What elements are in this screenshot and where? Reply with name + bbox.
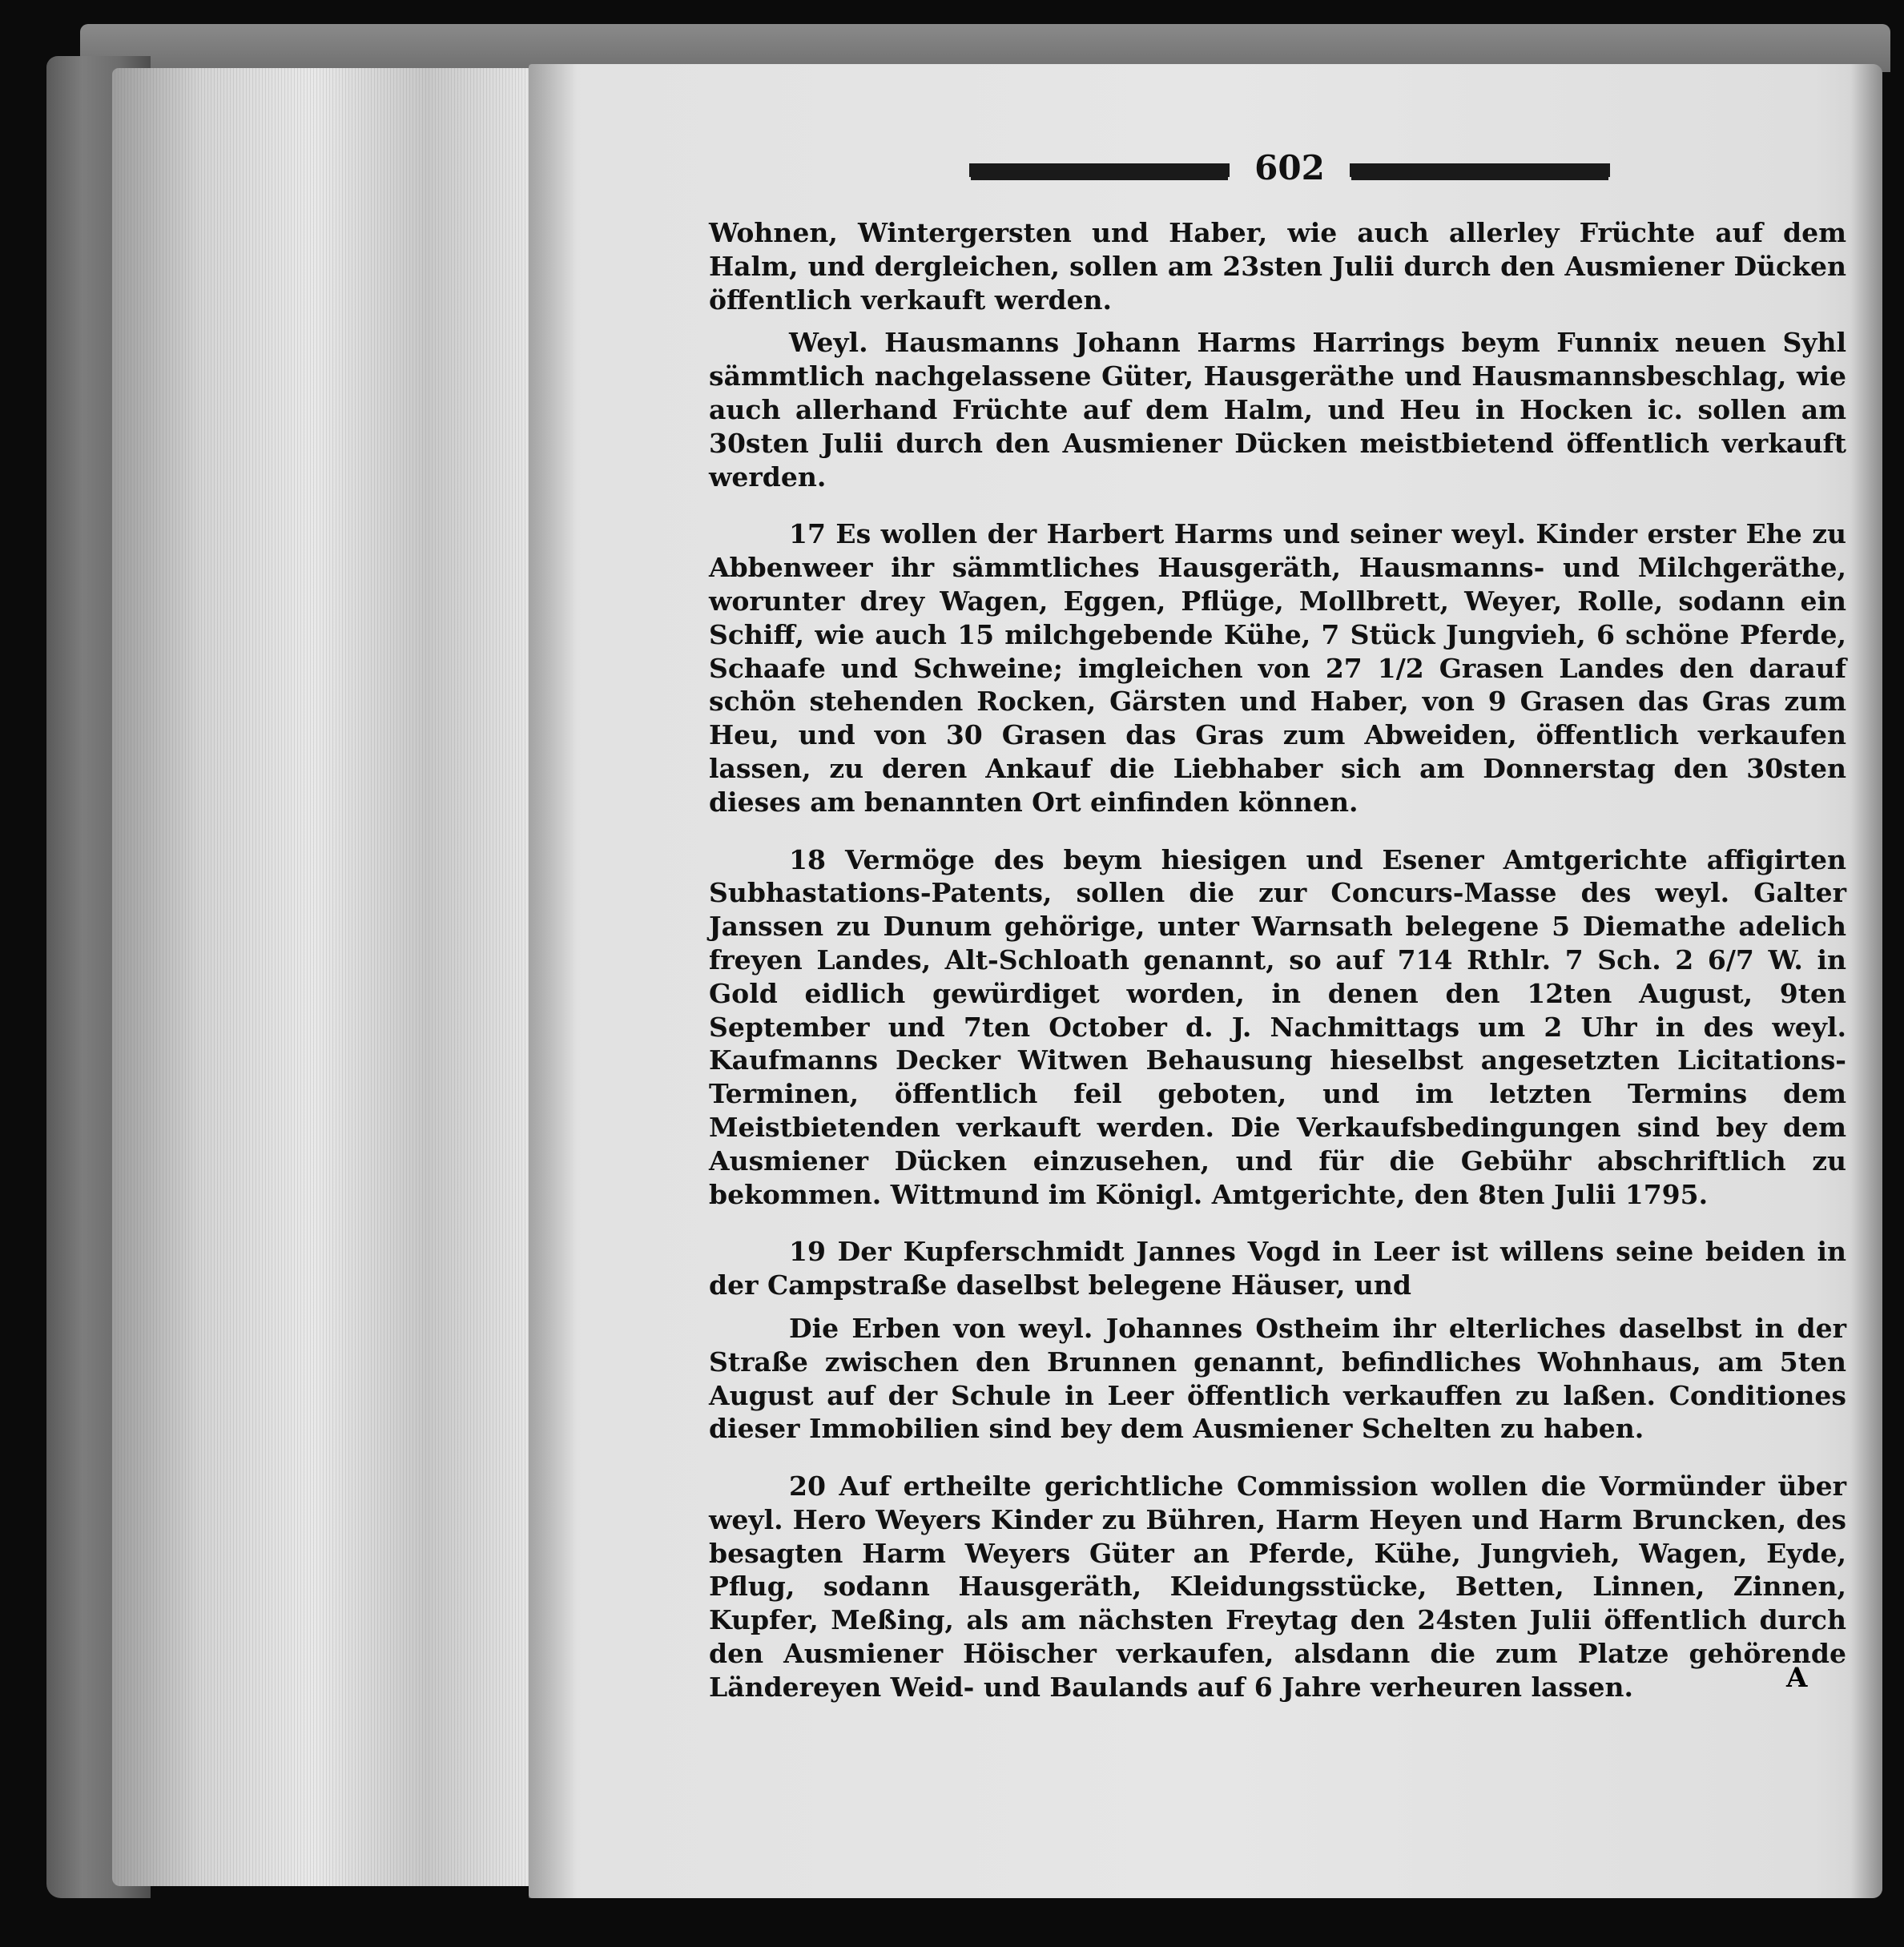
page-edge-shadow	[1850, 64, 1882, 1898]
catchword: A	[1786, 1662, 1808, 1694]
page-number: 602	[1254, 148, 1325, 187]
page-gutter-shadow	[529, 64, 577, 1898]
paragraph-continuation: Wohnen, Wintergersten und Haber, wie auch allerley Früchte auf dem Halm, und dergleichen, sollen am 23sten Julii durch den Ausmiener Dücken öffentlich verkauft werden.	[709, 217, 1846, 316]
header-rule-left	[969, 163, 1230, 177]
running-header	[709, 144, 1846, 200]
page-text-block	[709, 144, 1846, 1704]
header-rule-right	[1350, 163, 1610, 177]
paragraph-19: 19 Der Kupferschmidt Jannes Vogd in Leer ist willens seine beiden in der Campstraße daselbst belegene Häuser, und	[709, 1236, 1846, 1301]
paragraph-ostheim: Die Erben von weyl. Johannes Ostheim ihr elterliches daselbst in der Straße zwischen den Brunnen genannt, befindliches Wohnhaus, am 5ten August auf der Schule in Leer öffentlich verkauffen zu laßen. Conditiones dieser Immobilien sind bey dem Ausmiener Schelten zu haben.	[709, 1312, 1846, 1445]
paragraph-harms-harrings: Weyl. Hausmanns Johann Harms Harrings beym Funnix neuen Syhl sämmtlich nachgelassene Güter, Hausgeräthe und Hausmannsbeschlag, wie auch allerhand Früchte auf dem Halm, und Heu in Hocken ic. sollen am 30sten Julii durch den Ausmiener Dücken meistbietend öffentlich verkauft werden.	[709, 327, 1846, 493]
page-fore-edge-stack	[112, 68, 561, 1886]
paragraph-20: 20 Auf ertheilte gerichtliche Commission wollen die Vormünder über weyl. Hero Weyers Kinder zu Bühren, Harm Heyen und Harm Bruncken, des besagten Harm Weyers Güter an Pferde, Kühe, Jungvieh, Wagen, Eyde, Pflug, sodann Hausgeräth, Kleidungsstücke, Betten, Linnen, Zinnen, Kupfer, Meßing, als am nächsten Freytag den 24sten Julii öffentlich durch den Ausmiener Höischer verkaufen, alsdann die zum Platze gehörende Ländereyen Weid- und Baulands auf 6 Jahre verheuren lassen.	[709, 1470, 1846, 1703]
paragraph-17: 17 Es wollen der Harbert Harms und seiner weyl. Kinder erster Ehe zu Abbenweer ihr sämmtliches Hausgeräth, Hausmanns- und Milchgeräthe, worunter drey Wagen, Eggen, Pflüge, Mollbrett, Weyer, Rolle, sodann ein Schiff, wie auch 15 milchgebende Kühe, 7 Stück Jungvieh, 6 schöne Pferde, Schaafe und Schweine; imgleichen von 27 1/2 Grasen Landes den darauf schön stehenden Rocken, Gärsten und Haber, von 9 Grasen das Gras zum Heu, und von 30 Grasen das Gras zum Abweiden, öffentlich verkaufen lassen, zu deren Ankauf die Liebhaber sich am Donnerstag den 30sten dieses am benannten Ort einfinden können.	[709, 518, 1846, 818]
paragraph-18: 18 Vermöge des beym hiesigen und Esener Amtgerichte affigirten Subhastations-Patents, sollen die zur Concurs-Masse des weyl. Galter Janssen zu Dunum gehörige, unter Warnsath belegene 5 Diemathe adelich freyen Landes, Alt-Schloath genannt, so auf 714 Rthlr. 7 Sch. 2 6/7 W. in Gold eidlich gewürdiget worden, in denen den 12ten August, 9ten September und 7ten October d. J. Nachmittags um 2 Uhr in des weyl. Kaufmanns Decker Witwen Behausung hieselbst angesetzten Licitations-Terminen, öffentlich feil geboten, und im letzten Termins dem Meistbietenden verkauft werden. Die Verkaufsbedingungen sind bey dem Ausmiener Dücken einzusehen, und für die Gebühr abschriftlich zu bekommen. Wittmund im Königl. Amtgerichte, den 8ten Julii 1795.	[709, 843, 1846, 1210]
